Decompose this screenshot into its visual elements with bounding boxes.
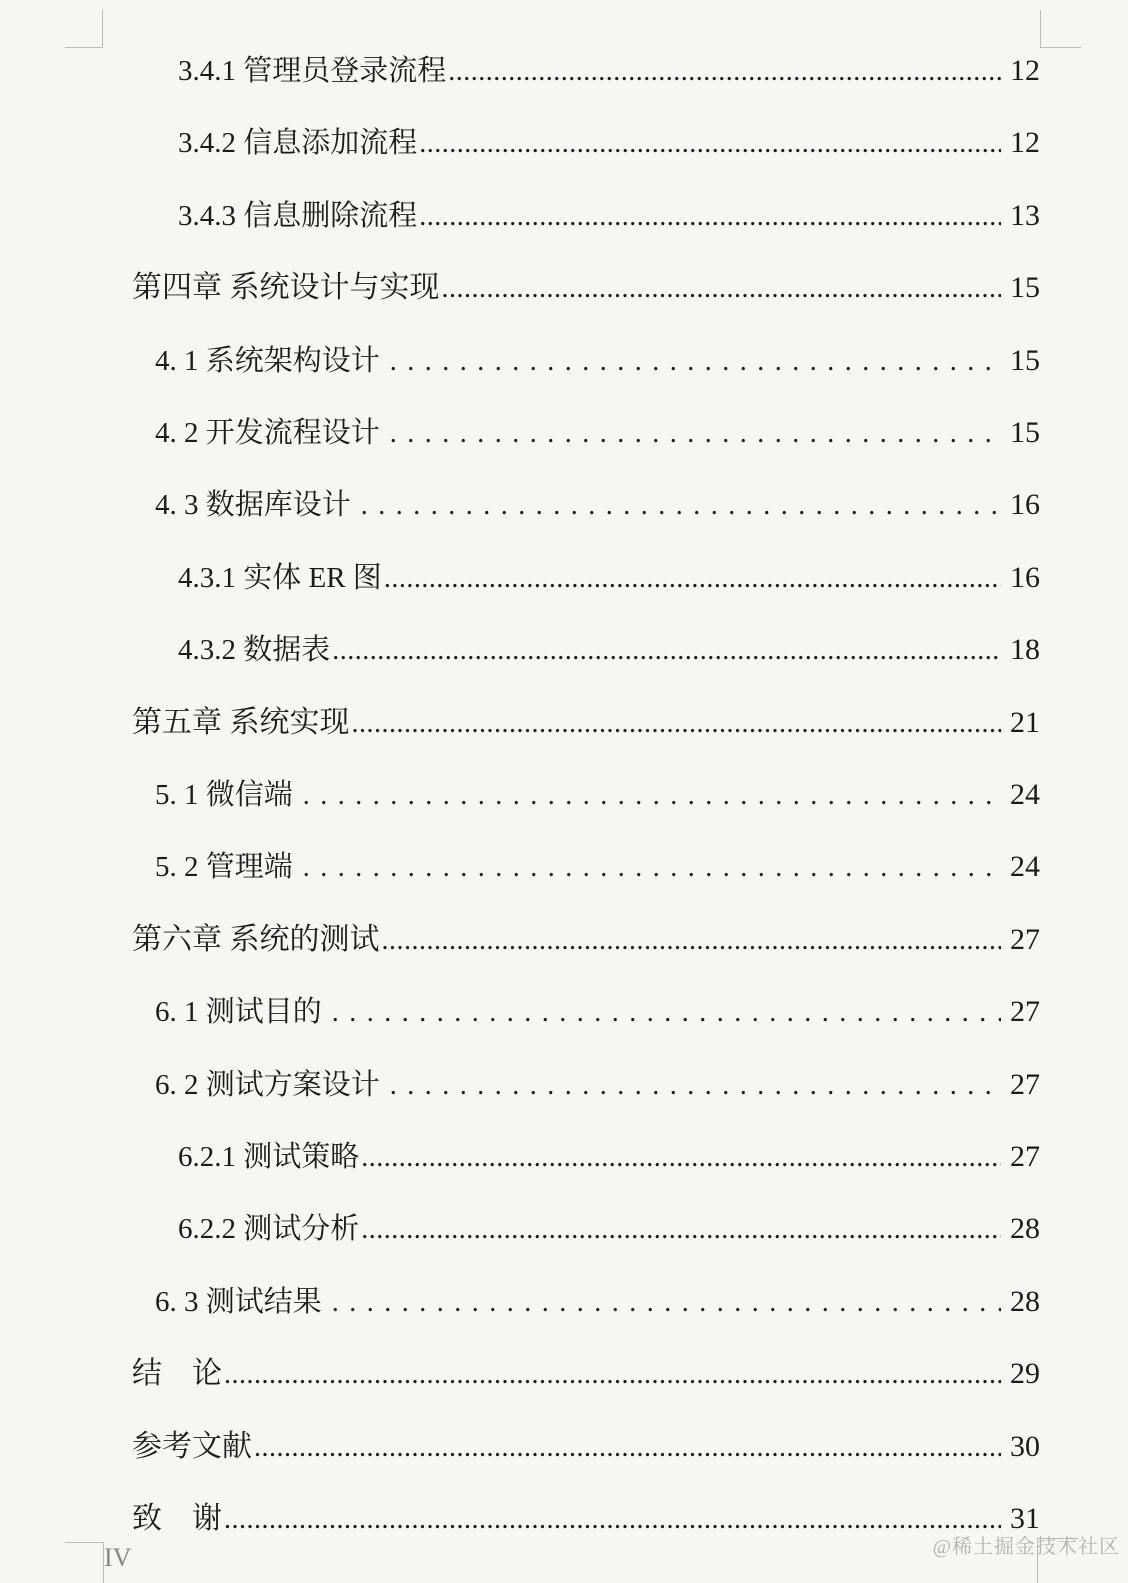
toc-entry-page: 13 <box>1010 198 1040 232</box>
toc-entry <box>0 126 1128 161</box>
toc-entry-label: 第六章 系统的测试 <box>132 922 380 956</box>
toc-entry-label: 3.4.1 管理员登录流程 <box>178 55 447 87</box>
dot-leader <box>419 126 1001 161</box>
toc-entry-page: 15 <box>1010 343 1040 377</box>
toc-entry-label: 5. 1 微信端 <box>155 779 293 811</box>
toc-entry-label: 4.3.1 实体 ER 图 <box>178 561 382 594</box>
footer-page-number: IV <box>104 1543 132 1572</box>
dot-leader <box>352 706 1002 741</box>
toc-entry <box>0 850 1128 885</box>
toc-entry-label: 参考文献 <box>132 1429 252 1463</box>
toc-entry-label: 3.4.3 信息删除流程 <box>178 199 418 232</box>
dot-leader <box>332 1285 1001 1320</box>
dot-leader <box>384 561 1001 596</box>
dot-leader <box>361 1140 1001 1175</box>
toc-entry-label: 6.2.1 测试策略 <box>178 1141 360 1173</box>
dot-leader <box>361 488 1001 523</box>
dot-leader <box>448 54 1001 89</box>
toc-entry <box>0 561 1128 596</box>
toc-entry <box>0 1212 1128 1247</box>
toc-entry <box>0 344 1128 379</box>
dot-leader <box>419 199 1001 234</box>
dot-leader <box>390 344 1001 379</box>
toc-entry <box>0 416 1128 451</box>
toc-entry <box>0 271 1128 306</box>
dot-leader <box>254 1430 1001 1465</box>
toc-entry-page: 15 <box>1010 416 1040 449</box>
toc-entry-page: 12 <box>1010 126 1040 160</box>
toc-entry-label: 6. 1 测试目的 <box>155 996 322 1029</box>
toc-entry <box>0 633 1128 668</box>
dot-leader <box>332 633 1001 668</box>
toc-entry <box>0 706 1128 741</box>
toc-entry-page: 30 <box>1010 1429 1040 1463</box>
toc-entry-label: 4. 3 数据库设计 <box>155 489 351 522</box>
toc-entry-label: 3.4.2 信息添加流程 <box>178 127 418 160</box>
toc-entry <box>0 923 1128 958</box>
dot-leader <box>303 850 1001 885</box>
toc-entry-page: 24 <box>1010 850 1040 884</box>
toc-entry-page: 15 <box>1010 271 1040 305</box>
toc-entry-label: 结 论 <box>132 1357 222 1391</box>
toc-entry-page: 27 <box>1010 1140 1040 1173</box>
toc-entry-label: 4.3.2 数据表 <box>178 634 331 667</box>
toc-entry-page: 27 <box>1010 995 1040 1029</box>
watermark: @稀土掘金技术社区 <box>932 1536 1120 1558</box>
toc-entry <box>0 995 1128 1030</box>
toc-entry <box>0 54 1128 89</box>
dot-leader <box>390 1068 1001 1103</box>
toc-entry-label: 致 谢 <box>132 1502 222 1535</box>
toc-entry-page: 21 <box>1010 705 1040 739</box>
toc-entry-label: 6. 3 测试结果 <box>155 1285 322 1318</box>
toc-entry-label: 第四章 系统设计与实现 <box>132 271 440 305</box>
dot-leader <box>442 271 1002 306</box>
toc-entry <box>0 1140 1128 1175</box>
toc-entry-label: 6. 2 测试方案设计 <box>155 1068 380 1101</box>
toc-entry-page: 28 <box>1010 1212 1040 1246</box>
toc-entry-page: 16 <box>1010 560 1040 594</box>
toc-entry <box>0 1502 1128 1537</box>
toc-entry-page: 31 <box>1010 1502 1040 1535</box>
toc-entry-page: 27 <box>1010 922 1040 956</box>
dot-leader <box>332 995 1001 1030</box>
toc-entry-label: 第五章 系统实现 <box>132 705 350 739</box>
toc-entry-label: 4. 1 系统架构设计 <box>155 344 380 377</box>
toc-entry <box>0 1430 1128 1465</box>
toc-entry <box>0 778 1128 813</box>
toc-entry <box>0 1068 1128 1103</box>
toc-entry-label: 4. 2 开发流程设计 <box>155 417 380 449</box>
dot-leader <box>224 1357 1001 1392</box>
dot-leader <box>303 778 1001 813</box>
toc-entry-page: 28 <box>1010 1284 1040 1318</box>
toc-entry-page: 27 <box>1010 1067 1040 1101</box>
toc-entry-page: 18 <box>1010 633 1040 667</box>
toc-entry-page: 29 <box>1010 1357 1040 1391</box>
toc-entry-page: 24 <box>1010 778 1040 811</box>
toc-entry-label: 5. 2 管理端 <box>155 851 293 884</box>
dot-leader <box>390 416 1001 451</box>
toc-entry-label: 6.2.2 测试分析 <box>178 1213 360 1246</box>
toc-entry <box>0 1357 1128 1392</box>
dot-leader <box>361 1212 1001 1247</box>
toc-entry <box>0 488 1128 523</box>
toc-entry <box>0 199 1128 234</box>
toc-entry-page: 16 <box>1010 488 1040 522</box>
dot-leader <box>382 923 1002 958</box>
toc-entry-page: 12 <box>1010 54 1040 87</box>
toc-entry <box>0 1285 1128 1320</box>
dot-leader <box>224 1502 1001 1537</box>
